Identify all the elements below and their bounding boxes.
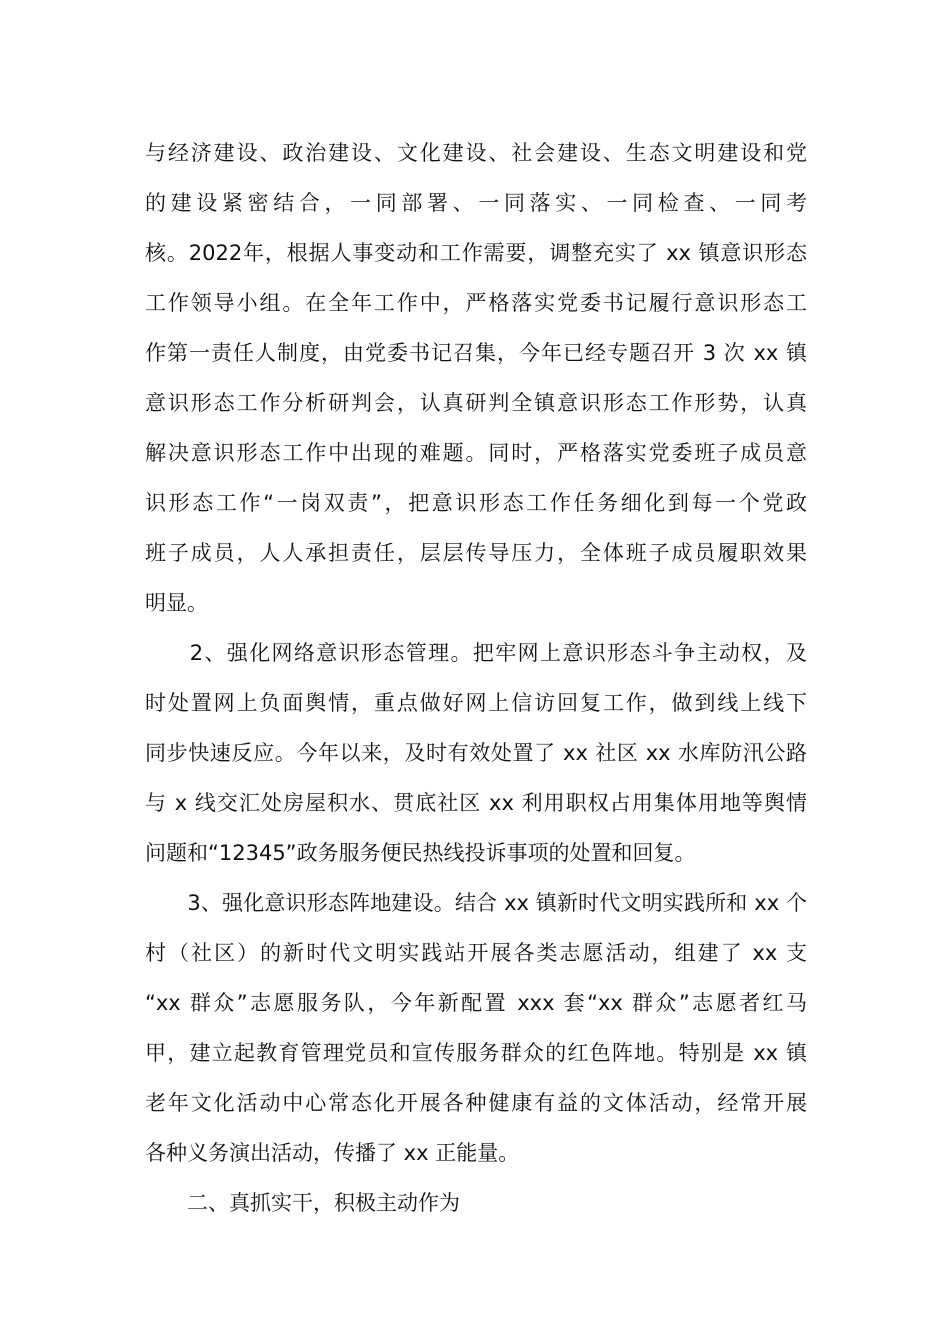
text-line-1: 与经济建设、政治建设、文化建设、社会建设、生态文明建设和党	[145, 141, 807, 165]
text-line-4: 工作领导小组。在全年工作中，严格落实党委书记履行意识形态工	[145, 291, 807, 315]
text-line-16: 3、强化意识形态阵地建设。结合 xx 镇新时代文明实践所和 xx 个	[145, 891, 807, 915]
text-line-11: 2、强化网络意识形态管理。把牢网上意识形态斗争主动权，及	[145, 641, 807, 665]
text-line-17: 村（社区）的新时代文明实践站开展各类志愿活动，组建了 xx 支	[145, 941, 807, 965]
text-line-12: 时处置网上负面舆情，重点做好网上信访回复工作，做到线上线下	[145, 691, 807, 715]
text-line-21: 各种义务演出活动，传播了 xx 正能量。	[145, 1141, 520, 1165]
text-line-8: 识形态工作“一岗双责”，把意识形态工作任务细化到每一个党政	[145, 491, 807, 515]
text-line-20: 老年文化活动中心常态化开展各种健康有益的文体活动，经常开展	[145, 1091, 807, 1115]
text-line-9: 班子成员，人人承担责任，层层传导压力，全体班子成员履职效果	[145, 541, 807, 565]
text-line-5: 作第一责任人制度，由党委书记召集，今年已经专题召开 3 次 xx 镇	[145, 341, 807, 365]
text-line-18: “xx 群众”志愿服务队，今年新配置 xxx 套“xx 群众”志愿者红马	[145, 991, 807, 1015]
section-heading: 二、真抓实干，积极主动作为	[145, 1191, 460, 1215]
text-line-2: 的建设紧密结合，一同部署、一同落实、一同检查、一同考	[145, 191, 807, 215]
text-line-6: 意识形态工作分析研判会，认真研判全镇意识形态工作形势，认真	[145, 391, 807, 415]
text-line-13: 同步快速反应。今年以来，及时有效处置了 xx 社区 xx 水库防汛公路	[145, 741, 807, 765]
text-line-7: 解决意识形态工作中出现的难题。同时，严格落实党委班子成员意	[145, 441, 807, 465]
text-line-19: 甲，建立起教育管理党员和宣传服务群众的红色阵地。特别是 xx 镇	[145, 1041, 807, 1065]
text-line-15: 问题和“12345”政务服务便民热线投诉事项的处置和回复。	[145, 841, 696, 865]
text-line-3: 核。2022年，根据人事变动和工作需要，调整充实了 xx 镇意识形态	[145, 241, 807, 265]
document-body	[145, 128, 807, 1228]
text-line-14: 与 x 线交汇处房屋积水、贯底社区 xx 利用职权占用集体用地等舆情	[145, 791, 807, 815]
text-line-10: 明显。	[145, 591, 208, 615]
